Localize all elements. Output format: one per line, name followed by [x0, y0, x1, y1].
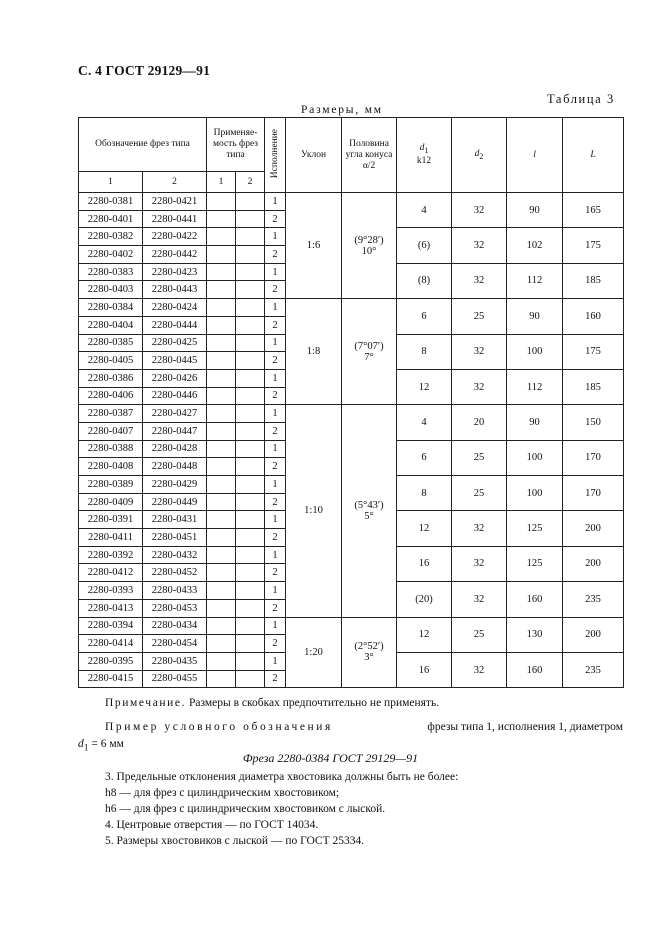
version-cell: 2	[265, 422, 286, 440]
designation-type2-cell: 2280-0431	[143, 511, 207, 529]
big-l-cell: 200	[563, 546, 624, 581]
version-cell: 1	[265, 582, 286, 600]
designation-type1-cell: 2280-0413	[79, 599, 143, 617]
designation-type2-cell: 2280-0432	[143, 546, 207, 564]
applicability-type1-cell	[207, 582, 236, 600]
applicability-type2-cell	[236, 493, 265, 511]
applicability-type1-cell	[207, 458, 236, 476]
version-cell: 1	[265, 334, 286, 352]
requirement-3: 3. Предельные отклонения диаметра хвостовика должны быть не более:	[105, 771, 459, 783]
applicability-type1-cell	[207, 635, 236, 653]
version-cell: 1	[265, 228, 286, 246]
d2-cell: 32	[452, 546, 507, 581]
d1-header	[397, 118, 452, 193]
table-row	[79, 299, 624, 317]
applicability-type1-cell	[207, 405, 236, 423]
d2-cell: 32	[452, 652, 507, 687]
designation-type2-cell: 2280-0427	[143, 405, 207, 423]
applicability-type1-cell	[207, 228, 236, 246]
applicability-type2-cell	[236, 617, 265, 635]
big-l-cell: 235	[563, 652, 624, 687]
version-cell: 1	[265, 369, 286, 387]
d2-subscript: 2	[479, 151, 484, 161]
designation-type2-cell: 2280-0428	[143, 440, 207, 458]
applicability-type2-cell	[236, 476, 265, 494]
applicability-header: Применяе-мость фрез типа	[207, 118, 265, 172]
applicability-type1-cell	[207, 617, 236, 635]
half-angle-cell	[342, 299, 397, 405]
designation-type2-cell: 2280-0451	[143, 529, 207, 547]
designation-type2-cell: 2280-0447	[143, 422, 207, 440]
designation-type1-cell: 2280-0387	[79, 405, 143, 423]
l-cell: 160	[507, 652, 563, 687]
l-cell: 160	[507, 582, 563, 617]
big-l-cell: 165	[563, 193, 624, 228]
applicability-type2-cell	[236, 529, 265, 547]
taper-cell: 1:20	[286, 617, 342, 688]
d1-cell: 8	[397, 334, 452, 369]
designation-type2-cell: 2280-0435	[143, 652, 207, 670]
example-text: фрезы типа 1, исполнения 1, диаметром	[427, 721, 623, 733]
version-cell: 1	[265, 476, 286, 494]
app2-header: 2	[236, 172, 265, 193]
designation-type1-cell: 2280-0388	[79, 440, 143, 458]
version-cell: 1	[265, 511, 286, 529]
dimensions-label: Размеры, мм	[301, 104, 383, 116]
d1-cell: (6)	[397, 228, 452, 263]
big-l-cell: 185	[563, 263, 624, 298]
d2-cell: 32	[452, 193, 507, 228]
version-cell: 2	[265, 352, 286, 370]
note-label: Примечание.	[105, 697, 187, 709]
half-angle-bracketed: (7°07′)	[354, 340, 384, 352]
version-cell: 2	[265, 210, 286, 228]
designation-type1-cell: 2280-0407	[79, 422, 143, 440]
example-designation: Фреза 2280-0384 ГОСТ 29129—91	[242, 751, 419, 765]
big-l-symbol: L	[590, 149, 596, 160]
version-cell: 2	[265, 458, 286, 476]
d1-tolerance: k12	[416, 155, 432, 166]
version-cell: 2	[265, 387, 286, 405]
designation-type2-cell: 2280-0454	[143, 635, 207, 653]
applicability-type1-cell	[207, 670, 236, 688]
version-cell: 2	[265, 635, 286, 653]
designation-type2-cell: 2280-0429	[143, 476, 207, 494]
designation-type2-cell: 2280-0455	[143, 670, 207, 688]
d2-cell: 32	[452, 334, 507, 369]
designation-type1-cell: 2280-0391	[79, 511, 143, 529]
d1-cell: 12	[397, 511, 452, 546]
d1-cell: 16	[397, 546, 452, 581]
half-angle-value: 10°	[361, 245, 377, 257]
designation-header: Обозначение фрез типа	[79, 118, 207, 172]
l-cell: 130	[507, 617, 563, 652]
designation-type1-cell: 2280-0411	[79, 529, 143, 547]
designation-type1-cell: 2280-0386	[79, 369, 143, 387]
applicability-type2-cell	[236, 246, 265, 264]
page-header: С. 4 ГОСТ 29129—91	[78, 63, 211, 78]
applicability-type1-cell	[207, 387, 236, 405]
version-cell: 2	[265, 316, 286, 334]
big-l-cell: 170	[563, 476, 624, 511]
applicability-type1-cell	[207, 210, 236, 228]
applicability-type2-cell	[236, 440, 265, 458]
requirement-4: 4. Центровые отверстия — по ГОСТ 14034.	[105, 819, 319, 831]
applicability-type1-cell	[207, 193, 236, 211]
big-l-cell: 200	[563, 511, 624, 546]
applicability-type1-cell	[207, 316, 236, 334]
example-d-symbol: d	[78, 738, 84, 750]
applicability-type1-cell	[207, 440, 236, 458]
l-cell: 112	[507, 263, 563, 298]
l-cell: 90	[507, 299, 563, 334]
d2-cell: 25	[452, 440, 507, 475]
d1-cell: 6	[397, 440, 452, 475]
designation-type1-cell: 2280-0394	[79, 617, 143, 635]
version-cell: 2	[265, 599, 286, 617]
table-body	[79, 193, 624, 688]
version-cell: 1	[265, 546, 286, 564]
table-row	[79, 193, 624, 211]
applicability-type2-cell	[236, 635, 265, 653]
designation-type2-cell: 2280-0422	[143, 228, 207, 246]
d1-cell: 12	[397, 369, 452, 404]
example-d-value: = 6 мм	[88, 738, 124, 750]
half-angle-header: Половина угла конуса α/2	[342, 118, 397, 193]
d1-cell: (20)	[397, 582, 452, 617]
applicability-type2-cell	[236, 511, 265, 529]
applicability-type1-cell	[207, 493, 236, 511]
l-cell: 125	[507, 546, 563, 581]
l-cell: 100	[507, 440, 563, 475]
d1-cell: 8	[397, 476, 452, 511]
applicability-type1-cell	[207, 263, 236, 281]
version-cell: 1	[265, 299, 286, 317]
l-cell: 100	[507, 334, 563, 369]
taper-header: Уклон	[286, 118, 342, 193]
designation-type2-cell: 2280-0441	[143, 210, 207, 228]
designation-type2-cell: 2280-0425	[143, 334, 207, 352]
applicability-type2-cell	[236, 352, 265, 370]
designation-type1-cell: 2280-0409	[79, 493, 143, 511]
designation-type2-cell: 2280-0421	[143, 193, 207, 211]
l-symbol: l	[533, 149, 536, 160]
d2-cell: 32	[452, 228, 507, 263]
half-angle-bracketed: (9°28′)	[354, 234, 384, 246]
l-header	[507, 118, 563, 193]
designation-type1-cell: 2280-0405	[79, 352, 143, 370]
designation-type2-cell: 2280-0448	[143, 458, 207, 476]
half-angle-value: 5°	[364, 510, 374, 522]
d2-header	[452, 118, 507, 193]
applicability-type2-cell	[236, 670, 265, 688]
d1-cell: 6	[397, 299, 452, 334]
applicability-type2-cell	[236, 652, 265, 670]
half-angle-cell	[342, 193, 397, 299]
dimensions-table	[78, 117, 624, 688]
table-row	[79, 617, 624, 635]
d2-cell: 32	[452, 511, 507, 546]
version-header	[265, 118, 286, 193]
l-cell: 90	[507, 405, 563, 440]
applicability-type1-cell	[207, 246, 236, 264]
applicability-type1-cell	[207, 334, 236, 352]
applicability-type2-cell	[236, 299, 265, 317]
designation-type1-cell: 2280-0382	[79, 228, 143, 246]
l-cell: 90	[507, 193, 563, 228]
applicability-type2-cell	[236, 210, 265, 228]
applicability-type1-cell	[207, 369, 236, 387]
applicability-type1-cell	[207, 599, 236, 617]
designation-type2-cell: 2280-0423	[143, 263, 207, 281]
applicability-type2-cell	[236, 458, 265, 476]
designation-type2-cell: 2280-0449	[143, 493, 207, 511]
half-angle-value: 7°	[364, 351, 374, 363]
l-cell: 112	[507, 369, 563, 404]
half-angle-cell	[342, 617, 397, 688]
d2-cell: 25	[452, 617, 507, 652]
big-l-cell: 170	[563, 440, 624, 475]
d2-cell: 32	[452, 582, 507, 617]
designation-type1-cell: 2280-0404	[79, 316, 143, 334]
designation-type2-cell: 2280-0443	[143, 281, 207, 299]
applicability-type1-cell	[207, 281, 236, 299]
designation-type1-cell: 2280-0384	[79, 299, 143, 317]
applicability-type1-cell	[207, 352, 236, 370]
table-label: Таблица 3	[547, 92, 615, 106]
designation-type1-cell: 2280-0389	[79, 476, 143, 494]
d2-cell: 25	[452, 299, 507, 334]
designation-type2-cell: 2280-0445	[143, 352, 207, 370]
applicability-type1-cell	[207, 529, 236, 547]
applicability-type1-cell	[207, 511, 236, 529]
designation-type2-cell: 2280-0426	[143, 369, 207, 387]
big-l-cell: 185	[563, 369, 624, 404]
version-cell: 2	[265, 493, 286, 511]
half-angle-value: 3°	[364, 652, 374, 664]
half-angle-bracketed: (5°43′)	[354, 499, 384, 511]
app1-header: 1	[207, 172, 236, 193]
table-row	[79, 405, 624, 423]
taper-cell: 1:8	[286, 299, 342, 405]
big-l-cell: 150	[563, 405, 624, 440]
designation-type2-cell: 2280-0424	[143, 299, 207, 317]
designation-type2-cell: 2280-0452	[143, 564, 207, 582]
designation-type1-cell: 2280-0395	[79, 652, 143, 670]
applicability-type2-cell	[236, 281, 265, 299]
designation-type1-cell: 2280-0385	[79, 334, 143, 352]
designation-type1-cell: 2280-0406	[79, 387, 143, 405]
version-cell: 2	[265, 529, 286, 547]
example-d-subscript: 1	[83, 742, 89, 754]
designation-type1-cell: 2280-0403	[79, 281, 143, 299]
d1-cell: (8)	[397, 263, 452, 298]
note-text: Размеры в скобках предпочтительно не применять.	[188, 697, 440, 709]
big-l-cell: 200	[563, 617, 624, 652]
designation-type2-cell: 2280-0433	[143, 582, 207, 600]
version-cell: 1	[265, 652, 286, 670]
example-label: Пример условного обозначения	[105, 721, 333, 733]
designation-type1-cell: 2280-0408	[79, 458, 143, 476]
designation-type2-cell: 2280-0434	[143, 617, 207, 635]
big-l-cell: 175	[563, 334, 624, 369]
version-cell: 2	[265, 281, 286, 299]
requirement-h6: h6 — для фрез с цилиндрическим хвостовиком с лыской.	[105, 803, 386, 815]
applicability-type1-cell	[207, 299, 236, 317]
applicability-type1-cell	[207, 476, 236, 494]
l-cell: 100	[507, 476, 563, 511]
version-header-text: Исполнение	[270, 128, 281, 179]
d1-cell: 12	[397, 617, 452, 652]
designation-type2-cell: 2280-0444	[143, 316, 207, 334]
applicability-type2-cell	[236, 405, 265, 423]
applicability-type2-cell	[236, 422, 265, 440]
designation-type1-cell: 2280-0412	[79, 564, 143, 582]
d1-cell: 16	[397, 652, 452, 687]
designation-type1-cell: 2280-0392	[79, 546, 143, 564]
designation-type1-cell: 2280-0415	[79, 670, 143, 688]
half-angle-cell	[342, 405, 397, 617]
big-l-cell: 235	[563, 582, 624, 617]
l-cell: 102	[507, 228, 563, 263]
designation-type2-cell: 2280-0442	[143, 246, 207, 264]
big-l-header	[563, 118, 624, 193]
version-cell: 1	[265, 405, 286, 423]
designation-type1-cell: 2280-0381	[79, 193, 143, 211]
version-cell: 1	[265, 617, 286, 635]
big-l-cell: 160	[563, 299, 624, 334]
taper-cell: 1:10	[286, 405, 342, 617]
d2-cell: 32	[452, 369, 507, 404]
d2-cell: 32	[452, 263, 507, 298]
applicability-type2-cell	[236, 316, 265, 334]
designation-type2-cell: 2280-0453	[143, 599, 207, 617]
designation-type1-cell: 2280-0383	[79, 263, 143, 281]
designation-type1-cell: 2280-0393	[79, 582, 143, 600]
applicability-type2-cell	[236, 564, 265, 582]
d2-cell: 25	[452, 476, 507, 511]
applicability-type2-cell	[236, 263, 265, 281]
type2-header: 2	[143, 172, 207, 193]
applicability-type1-cell	[207, 564, 236, 582]
half-angle-bracketed: (2°52′)	[354, 641, 384, 653]
version-cell: 2	[265, 246, 286, 264]
version-cell: 1	[265, 440, 286, 458]
d2-cell: 20	[452, 405, 507, 440]
applicability-type2-cell	[236, 369, 265, 387]
applicability-type2-cell	[236, 228, 265, 246]
version-cell: 1	[265, 193, 286, 211]
applicability-type1-cell	[207, 546, 236, 564]
applicability-type2-cell	[236, 193, 265, 211]
applicability-type2-cell	[236, 582, 265, 600]
requirement-h8: h8 — для фрез с цилиндрическим хвостовиком;	[105, 787, 340, 799]
taper-cell: 1:6	[286, 193, 342, 299]
designation-type1-cell: 2280-0401	[79, 210, 143, 228]
l-cell: 125	[507, 511, 563, 546]
d1-subscript: 1	[424, 145, 429, 155]
applicability-type2-cell	[236, 387, 265, 405]
type1-header: 1	[79, 172, 143, 193]
table-note	[105, 697, 439, 709]
version-cell: 2	[265, 564, 286, 582]
version-cell: 1	[265, 263, 286, 281]
applicability-type2-cell	[236, 546, 265, 564]
d1-cell: 4	[397, 193, 452, 228]
big-l-cell: 175	[563, 228, 624, 263]
designation-type1-cell: 2280-0402	[79, 246, 143, 264]
designation-type1-cell: 2280-0414	[79, 635, 143, 653]
version-cell: 2	[265, 670, 286, 688]
applicability-type2-cell	[236, 334, 265, 352]
d1-symbol: d	[419, 143, 425, 154]
designation-type2-cell: 2280-0446	[143, 387, 207, 405]
applicability-type2-cell	[236, 599, 265, 617]
requirement-5: 5. Размеры хвостовиков с лыской — по ГОСТ 25334.	[105, 835, 365, 847]
d2-symbol: d	[474, 148, 480, 159]
d1-cell: 4	[397, 405, 452, 440]
applicability-type1-cell	[207, 652, 236, 670]
applicability-type1-cell	[207, 422, 236, 440]
